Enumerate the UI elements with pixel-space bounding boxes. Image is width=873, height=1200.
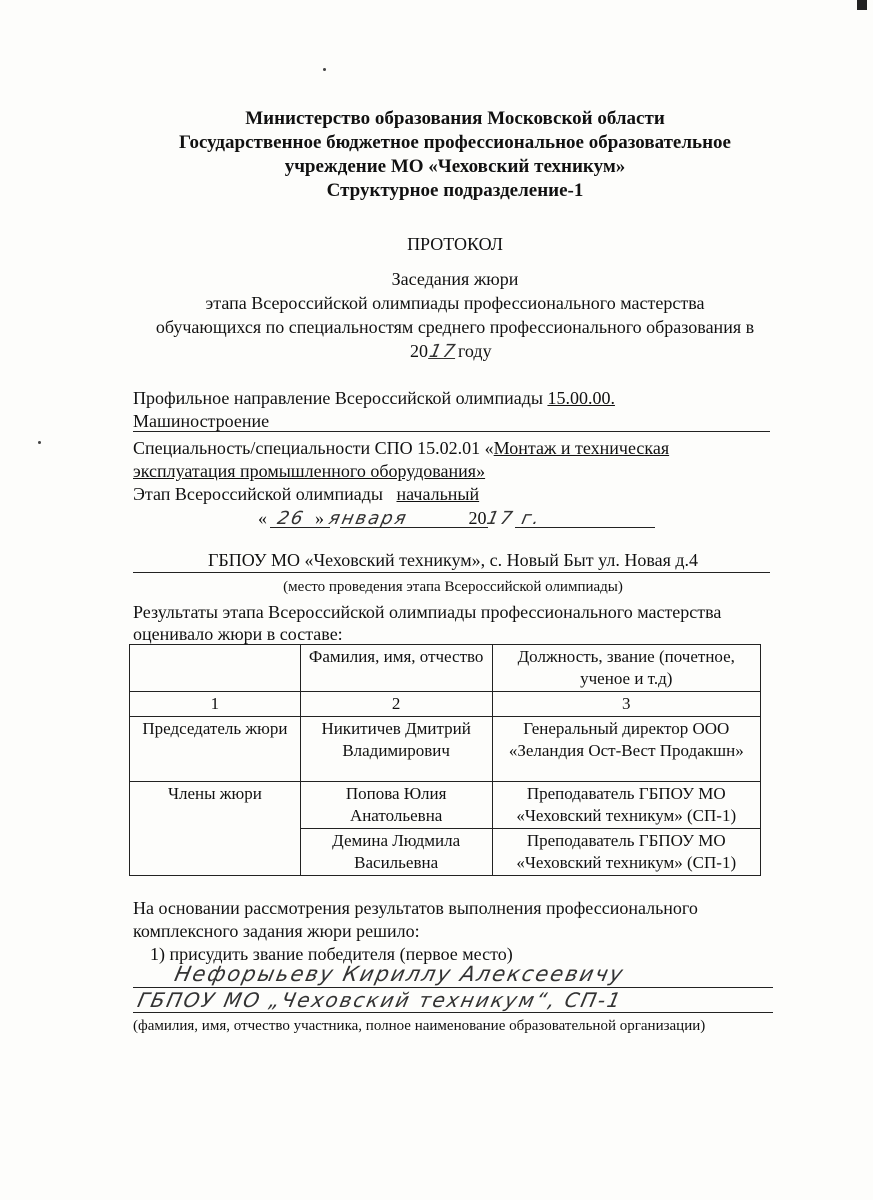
institution-line: Государственное бюджетное профессиональное образовательное: [179, 132, 731, 153]
stage-line: [133, 483, 479, 505]
underline: [133, 431, 770, 432]
underline: [133, 1012, 773, 1013]
specialty-line: [133, 437, 773, 459]
table-number-row: [130, 692, 761, 717]
winner-caption: (фамилия, имя, отчество участника, полное наименование образовательной организации): [133, 1018, 706, 1034]
underline: [515, 527, 655, 528]
chair-name: Никитичев Дмитрий Владимирович: [300, 717, 492, 782]
member-name: Попова Юлия Анатольевна: [300, 782, 492, 829]
table-row: [130, 782, 761, 829]
date-day-handwritten: 26: [275, 508, 307, 529]
members-label: Члены жюри: [130, 782, 301, 876]
results-intro: Результаты этапа Всероссийской олимпиады профессионального мастерства: [133, 602, 722, 622]
decision-text: На основании рассмотрения результатов выполнения профессионального: [133, 898, 698, 918]
number-cell: 1: [130, 692, 301, 717]
table-row: [130, 717, 761, 782]
year-handwritten: 17: [427, 341, 459, 362]
year-prefix: 20: [410, 341, 428, 361]
underline: [340, 527, 488, 528]
date-month-handwritten: января: [326, 508, 410, 529]
jury-table: [129, 644, 761, 876]
date-close-quote: »: [315, 508, 324, 528]
underline: [133, 572, 770, 573]
venue-caption: (место проведения этапа Всероссийской олимпиады): [283, 579, 623, 595]
date-year-prefix: 20: [468, 508, 487, 528]
specialty-value-2: эксплуатация промышленного оборудования»: [133, 461, 486, 481]
header-cell: Должность, звание (почетное, ученое и т.д): [492, 645, 760, 692]
stage-value: начальный: [396, 484, 480, 504]
table-header-row: [130, 645, 761, 692]
institution-line-2: учреждение МО «Чеховский техникум»: [284, 156, 626, 177]
header-cell: Фамилия, имя, отчество: [300, 645, 492, 692]
subtitle-line: этапа Всероссийской олимпиады профессионального мастерства: [205, 293, 705, 313]
stage-label: Этап Всероссийской олимпиады: [133, 484, 383, 504]
ministry-line: Министерство образования Московской области: [245, 108, 665, 129]
number-cell: 3: [492, 692, 760, 717]
winner-name-handwritten: Нефорыьеву Кириллу Алексеевичу: [172, 962, 627, 986]
specialty-value: Монтаж и техническая: [493, 438, 670, 458]
decision-item-1: 1) присудить звание победителя (первое место): [150, 944, 513, 964]
profile-code: 15.00.00.: [547, 388, 615, 408]
chair-position: Генеральный директор ООО «Зеландия Ост-Вест Продакшн»: [492, 717, 760, 782]
member-position: Преподаватель ГБПОУ МО «Чеховский техникум» (СП-1): [492, 829, 760, 876]
year-suffix: году: [458, 341, 492, 361]
number-cell: 2: [300, 692, 492, 717]
profile-line: [133, 387, 773, 409]
underline: [270, 527, 330, 528]
member-name: Демина Людмила Васильевна: [300, 829, 492, 876]
results-intro-2: оценивало жюри в составе:: [133, 624, 343, 644]
venue-value: ГБПОУ МО «Чеховский техникум», с. Новый Быт ул. Новая д.4: [207, 550, 699, 570]
decision-text-2: комплексного задания жюри решило:: [133, 921, 420, 941]
winner-org-handwritten: ГБПОУ МО „Чеховский техникум“, СП-1: [135, 988, 625, 1012]
member-position: Преподаватель ГБПОУ МО «Чеховский техникум» (СП-1): [492, 782, 760, 829]
year-line: [410, 340, 610, 363]
document-title: ПРОТОКОЛ: [407, 234, 503, 254]
profile-label: Профильное направление Всероссийской олимпиады: [133, 388, 543, 408]
winner-name-line: [172, 962, 775, 987]
subtitle-line: обучающихся по специальностям среднего профессионального образования в: [155, 317, 755, 337]
scan-dot: [38, 441, 41, 444]
header-cell: [130, 645, 301, 692]
scan-corner-mark: [857, 0, 867, 10]
date-open-quote: «: [258, 508, 267, 528]
specialty-label: Специальность/специальности СПО 15.02.01 «: [133, 438, 494, 458]
date-year-handwritten: 17 г.: [484, 508, 543, 529]
profile-name: Машиностроение: [133, 411, 270, 431]
chair-role: Председатель жюри: [130, 717, 301, 782]
subtitle-line: Заседания жюри: [391, 269, 519, 289]
winner-org-line: [135, 988, 768, 1013]
department-line: Структурное подразделение-1: [326, 180, 584, 201]
scan-dot: [323, 68, 326, 71]
